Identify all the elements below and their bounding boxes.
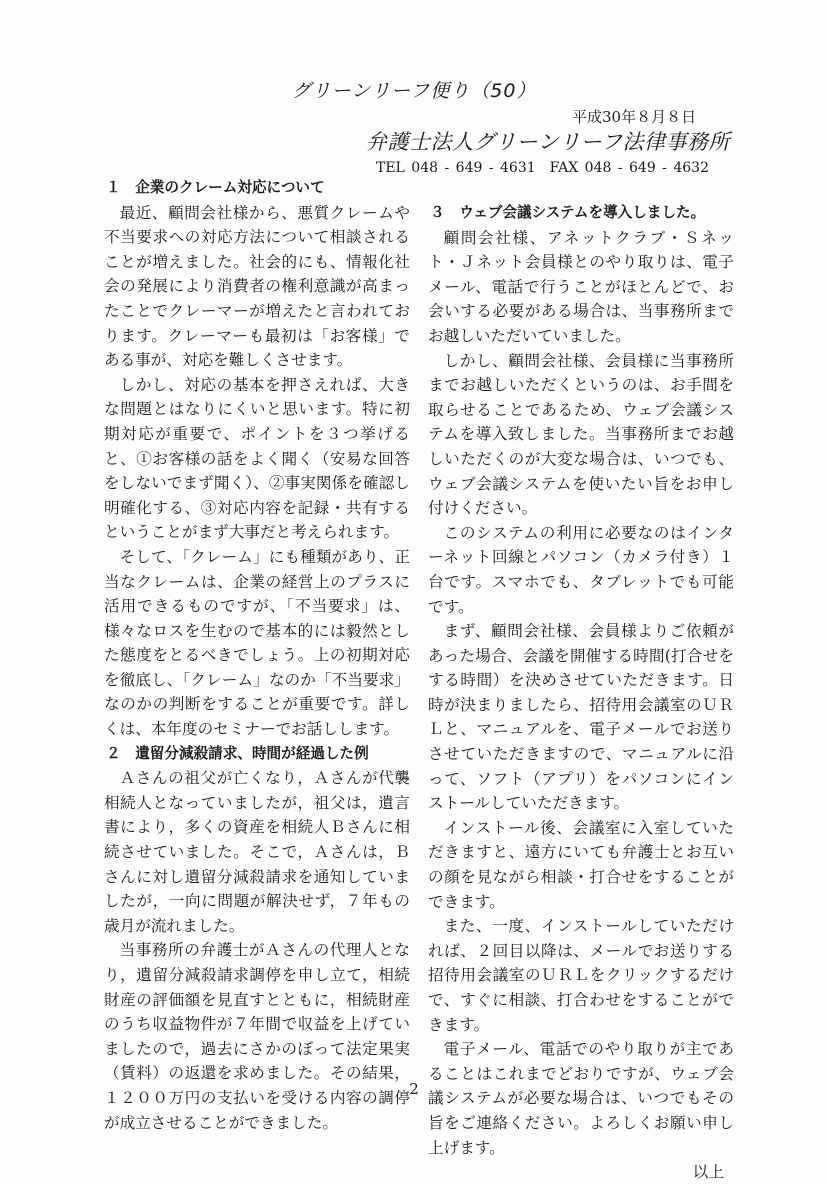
left-column xyxy=(104,176,410,1135)
section-1-paragraph: そして、「クレーム」にも種類があり、正当なクレームは、企業の経営上のプラスに活用できるものですが、「不当要求」は、様々なロスを生むので基本的には毅然とした態度をとるべきでしょう。上の初期対応を徹底し、「クレーム」なのか「不当要求」なのかの判断をすることが重要です。詳しくは、本年度のセミナーでお話しします。 xyxy=(104,547,410,739)
section-1-heading: １ 企業のクレーム対応について xyxy=(106,179,325,196)
section-3-paragraph: また、一度、インストールしていただければ、２回目以降は、メールでお送りする招待用会議室のＵＲＬをクリックするだけで、すぐに相談、打合わせをすることができます。 xyxy=(428,917,734,1034)
right-column xyxy=(428,201,734,1185)
issue-date: 平成30年８月８日 xyxy=(572,108,697,126)
section-3-paragraph: このシステムの利用に必要なのはインターネット回線とパソコン（カメラ付き）１台です。スマホでも、タブレットでも可能です。 xyxy=(428,523,734,616)
contact-info: TEL 048 - 649 - 4631 FAX 048 - 649 - 4632 xyxy=(376,160,709,176)
section-1-paragraph: しかし、対応の基本を押さえれば、大きな問題とはなりにくいと思います。特に初期対応が重要で、ポイントを３つ挙げると、①お客様の話をよく聞く（安易な回答をしないでまず聞く）、②事実関係を確認し明確化する、③対応内容を記録・共有するということがまず大事だと考えられます。 xyxy=(104,375,410,542)
newsletter-title: グリーンリーフ便り（50） xyxy=(291,80,537,102)
page-number: 2 xyxy=(409,1080,419,1098)
section-3-paragraph: 顧問会社様、アネットクラブ・Ｓネット・Ｊネット会員様とのやり取りは、電子メール、電話で行うことがほとんどで、お会いする必要がある場合は、当事務所までお越しいただいていました。 xyxy=(428,228,734,345)
section-3-paragraph: まず、顧問会社様、会員様よりご依頼があった場合、会議を開催する時間(打合せをする時間）を決めさせていただきます。日時が決まりましたら、招待用会議室のＵＲＬと、マニュアルを、電子メールでお送りさせていただきますので、マニュアルに沿って、ソフト（アプリ）をパソコンにインストールしていただきます。 xyxy=(428,622,734,813)
section-2-heading: ２ 遺留分減殺請求、時間が経過した例 xyxy=(106,744,369,762)
section-3-paragraph: インストール後、会議室に入室していただきますと、遠方にいても弁護士とお互いの顔を見ながら相談・打合せをすることができます。 xyxy=(428,818,734,911)
closing-mark: 以上 xyxy=(692,1163,724,1182)
firm-name: 弁護士法人グリーンリーフ法律事務所 xyxy=(366,130,731,154)
section-3-heading: ３ ウェブ会議システムを導入しました。 xyxy=(430,204,706,221)
section-2-paragraph: 当事務所の弁護士がＡさんの代理人となり，遺留分減殺請求調停を申し立て，相続財産の評価額を見直すとともに，相続財産のうち収益物件が７年間で収益を上げていましたので，過去にさかのぼって法定果実（賃料）の返還を求めました。その結果，１２００万円の支払いを受ける内容の調停が成立させることができました。 xyxy=(104,941,410,1132)
section-1-paragraph: 最近、顧問会社様から、悪質クレームや不当要求への対応方法について相談されることが増えました。社会的にも、情報化社会の発展により消費者の権利意識が高まったことでクレーマーが増えたと言われております。クレーマーも最初は「お客様」である事が、対応を難しくさせます。 xyxy=(104,203,410,370)
section-3-paragraph: しかし、顧問会社様、会員様に当事務所までお越しいただくというのは、お手間を取らせることであるため、ウェブ会議システムを導入致しました。当事務所までお越しいただくのが大変な場合は、いつでも、ウェブ会議システムを使いたい旨をお申し付けください。 xyxy=(428,351,734,518)
section-3-paragraph: 電子メール、電話でのやり取りが主であることはこれまでどおりですが、ウェブ会議システムが必要な場合は、いつでもその旨をご連絡ください。よろしくお願い申し上げます。 xyxy=(428,1040,734,1157)
section-2-paragraph: Ａさんの祖父が亡くなり，Ａさんが代襲相続人となっていましたが，祖父は，遺言書により，多くの資産を相続人Ｂさんに相続させていました。そこで，Ａさんは，Ｂさんに対し遺留分減殺請求を通知していましたが，一向に問題が解決せず，７年もの歳月が流れました。 xyxy=(104,769,410,935)
